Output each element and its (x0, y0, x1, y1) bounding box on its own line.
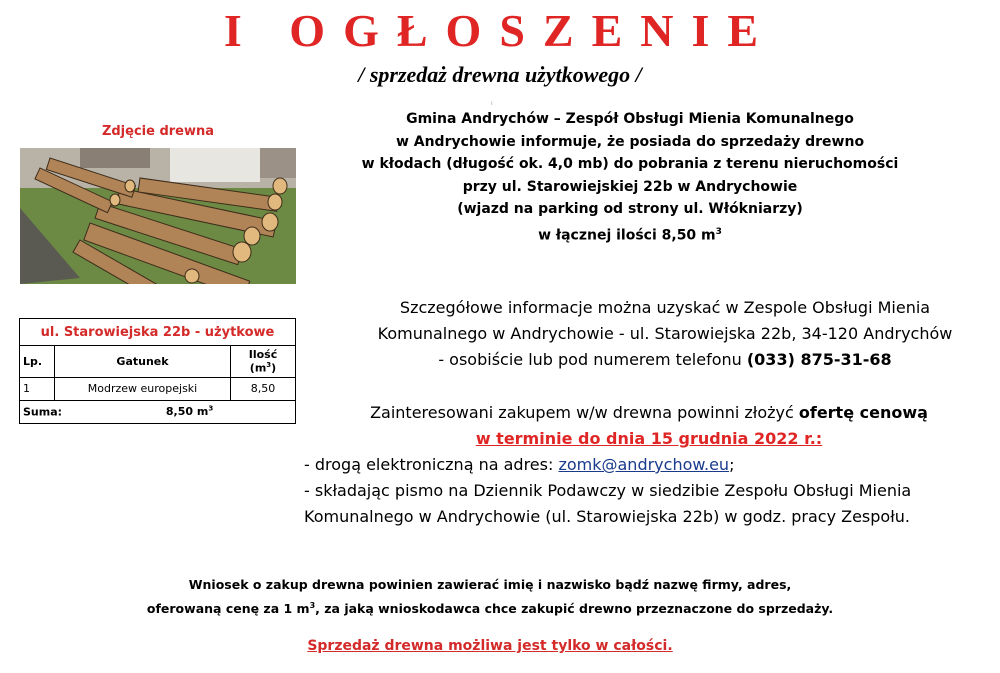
cubic-sup: 3 (715, 226, 722, 237)
details-line-2: Komunalnego w Andrychowie - ul. Starowiejska 22b, 34-120 Andrychów (377, 324, 953, 343)
intro-line-3: w kłodach (długość ok. 4,0 mb) do pobrania z terenu nieruchomości (361, 156, 899, 172)
cell-lp: 1 (20, 377, 55, 400)
request-line-2: oferowaną cenę za 1 $m^3$, za jaką wnioskodawca chce zakupić drewno przeznaczone do sprzedaży. (146, 601, 834, 617)
announcement-title: I OGŁOSZENIE (223, 5, 777, 56)
photo-caption: Zdjęcie drewna (101, 124, 215, 139)
col-gatunek: Gatunek (55, 346, 231, 378)
table-title: ul. Starowiejska 22b - użytkowe (20, 319, 296, 346)
sum-cell (20, 400, 296, 423)
intro-line-2: w Andrychowie informuje, że posiada do sprzedaży drewno (395, 133, 865, 150)
wood-table (19, 318, 296, 424)
sum-value: 8,50 $m^3$ (165, 404, 214, 419)
sum-label: Suma: (23, 405, 63, 419)
intro-paragraph (330, 108, 930, 247)
contact-details (330, 295, 1000, 373)
details-line-3: - osobiście lub pod numerem telefonu (033) 875-31-68 (438, 350, 892, 369)
intro-line-1: Gmina Andrychów – Zespół Obsługi Mienia Komunalnego (406, 111, 854, 127)
stray-mark: ı (491, 100, 493, 107)
letter-line-2: Komunalnego w Andrychowie (ul. Starowiejska 22b) w godz. pracy Zespołu. (304, 507, 910, 526)
total-amount: w łącznej ilości 8,50 m (538, 227, 716, 244)
offer-line-1: Zainteresowani zakupem w/w drewna powinni złożyć ofertę cenową (370, 403, 928, 422)
cell-gatunek: Modrzew europejski (55, 377, 231, 400)
cell-ilosc: 8,50 (231, 377, 296, 400)
intro-line-4: przy ul. Starowiejskiej 22b w Andrychowie (462, 178, 798, 195)
table-sum-row (20, 400, 296, 423)
announcement-subtitle: / sprzedaż drewna użytkowego / (358, 62, 642, 87)
table-row (20, 377, 296, 400)
deadline-text: w terminie do dnia 15 grudnia 2022 r.: (475, 429, 823, 448)
wood-logs-image (20, 148, 296, 284)
request-note (0, 574, 980, 619)
phone-number: (033) 875-31-68 (746, 350, 892, 369)
intro-line-5: (wjazd na parking od strony ul. Włókniarzy) (457, 201, 803, 217)
price-offer-bold: ofertę cenową (798, 403, 928, 422)
wood-photo (20, 148, 296, 284)
email-link[interactable]: zomk@andrychow.eu (558, 455, 730, 474)
intro-line-6 (330, 221, 930, 247)
request-line-1: Wniosek o zakup drewna powinien zawierać imię i nazwisko bądź nazwę firmy, adres, (188, 577, 792, 592)
letter-line-1: - składając pismo na Dziennik Podawczy w siedzibie Zespołu Obsługi Mienia (304, 481, 912, 500)
whole-sale-note: Sprzedaż drewna możliwa jest tylko w całości. (307, 638, 673, 654)
offer-section (304, 400, 994, 530)
email-line: - drogą elektroniczną na adres: zomk@andrychow.eu; (304, 455, 735, 474)
col-ilosc: Ilość $(m^3)$ (231, 346, 296, 378)
details-line-1: Szczegółowe informacje można uzyskać w Zespole Obsługi Mienia (399, 298, 931, 317)
col-lp: Lp. (20, 346, 55, 378)
